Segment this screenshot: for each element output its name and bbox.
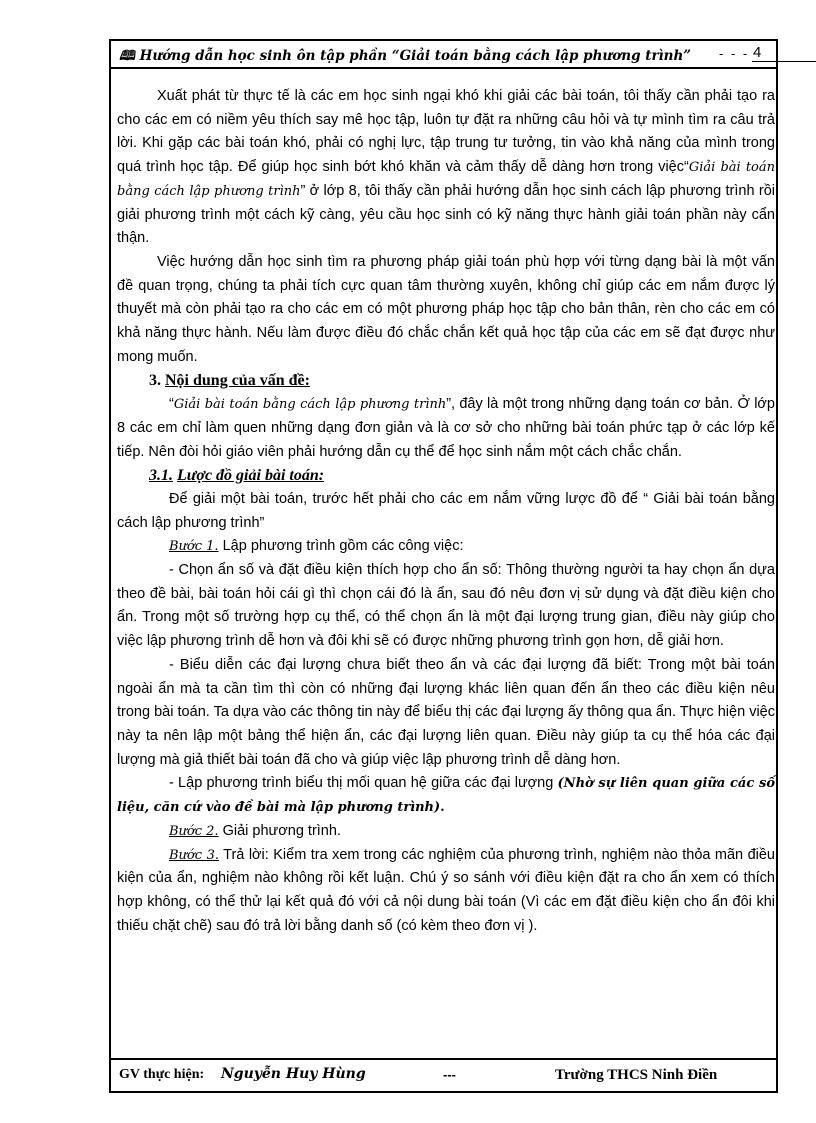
paragraph-intro-1: [117, 85, 775, 251]
header-title-text: Hướng dẫn học sinh ôn tập phần “Giải toán bằng cách lập phương trình”: [139, 48, 692, 64]
step-1-point-c-text: - Lập phương trình biểu thị mối quan hệ giữa các đại lượng: [169, 775, 558, 792]
book-icon: 🕮: [119, 48, 135, 64]
section-3-quote-open: “: [169, 396, 174, 413]
step-3-text: Trả lời: Kiểm tra xem trong các nghiệm của phương trình, nghiệm nào thỏa mãn điều kiện của ẩn, nghiệm nào không rồi kết luận. Chú ý so sánh với điều kiện đặt ra cho ẩn xem có thích hợp không, có thể thử lại kết quả đó với cả nội dung bài toán (Vì các em đặt điều kiện cho ẩn đôi khi thiếu chặt chẽ) sau đó trả lời bằng danh số (có kèm theo đơn vị ).: [117, 846, 775, 934]
section-3-paragraph: [117, 393, 775, 464]
step-2-label: Bước 2.: [169, 823, 219, 839]
intro-1-text-b: ” ở lớp 8, tôi thấy cần phải hướng dẫn học sinh cách lập phương trình rồi giải phương trình một cách kỹ càng, yêu cầu học sinh có kỹ năng thực hành giải toán phần này cẩn thận.: [117, 182, 776, 247]
footer-label: GV thực hiện:: [119, 1067, 205, 1082]
page-body: [117, 85, 775, 938]
step-1-point-c-emphasis: (Nhờ sự liên quan giữa các số liệu, căn cứ vào đề bài mà lập phương trình).: [117, 776, 775, 816]
step-1-label: Bước 1.: [169, 539, 219, 555]
section-31-title: Lược đồ giải bài toán:: [177, 467, 325, 485]
step-2-line: [117, 820, 775, 844]
section-3-emphasis: Giải bài toán bằng cách lập phương trình: [173, 397, 447, 413]
section-3-heading: [117, 369, 775, 393]
step-1-line: [117, 535, 775, 559]
footer-teacher-name: Nguyễn Huy Hùng: [221, 1066, 366, 1082]
step-2-text: Giải phương trình.: [218, 822, 341, 839]
section-3-text: ”, đây là một trong những dạng toán cơ bản. Ở lớp 8 các em chỉ làm quen những dạng đơn giản và là cơ sở cho những bài toán phức tạp ở các lớp kế tiếp. Nên đòi hỏi giáo viên phải hướng dẫn cụ thể để học sinh nắm một cách chắc chắn.: [117, 396, 775, 460]
step-1-point-a: - Chọn ẩn số và đặt điều kiện thích hợp cho ẩn số: Thông thường người ta hay chọn ẩn dựa theo đề bài, bài toán hỏi cái gì thì chọn cái đó là ẩn, sau đó nêu đơn vị sử dụng và đặt điều kiện cho ẩn. Trong một số trường hợp cụ thể, có thể chọn ẩn là một đại lượng trung gian, điều này giúp cho việc lập phương trình dễ hơn và đôi khi sẽ có được những phương trình gọn hơn, dễ giải hơn.: [117, 562, 775, 650]
step-3-label: Bước 3.: [169, 847, 219, 863]
step-1-point-c: [117, 772, 775, 819]
footer-separator: ---: [443, 1067, 456, 1082]
intro-1-emphasis: Giải bài toán bằng cách lập phương trình: [117, 160, 776, 199]
header-separator: - - -: [719, 46, 750, 61]
section-3-number: 3.: [149, 372, 161, 390]
paragraph-intro-2: Việc hướng dẫn học sinh tìm ra phương pháp giải toán phù hợp với từng dạng bài là một vấn đề quan trọng, chúng ta phải tích cực quan tâm thường xuyên, không chỉ giúp các em nắm được lý thuyết mà còn phải tạo ra cho các em có một phương pháp học tập cho bản thân, rèn cho các em có khả năng thực hành. Nếu làm được điều đó chắc chắn kết quả học tập của các em sẽ đạt được như mong muốn.: [117, 253, 775, 365]
intro-1-text-a: Xuất phát từ thực tế là các em học sinh ngại khó khi giải các bài toán, tôi thấy cần phải tạo ra cho các em có niềm yêu thích say mê học tập, luôn tự đặt ra những câu hỏi và tự mình tìm ra câu trả lời. Khi gặp các bài toán khó, phải có nghị lực, tập trung tư tưởng, tin vào khả năng của mình trong quá trình học tập. Để giúp học sinh bớt khó khăn và cảm thấy dễ dàng hơn trong việc“: [117, 88, 775, 176]
section-31-intro: Để giải một bài toán, trước hết phải cho các em nắm vững lược đồ để “ Giải bài toán bằng cách lập phương trình”: [117, 490, 775, 531]
section-31-number: 3.1.: [149, 467, 173, 485]
step-1-point-b: - Biểu diễn các đại lượng chưa biết theo ẩn và các đại lượng đã biết: Trong một bài toán ngoài ẩn mà ta cần tìm thì còn có những đại lượng khác liên quan đến ẩn theo các điều kiện nêu trong bài toán. Ta dựa vào các thông tin này để biểu thị các đại lượng ấy thông qua ẩn. Thực hiện việc này ta nên lập một bảng thể hiện ẩn, các đại lượng liên quan. Điều này giúp ta cụ thể hóa các đại lượng mà giả thiết bài toán đã cho và giúp việc lập phương trình dễ dàng hơn.: [117, 656, 775, 768]
step-3-line: [117, 844, 775, 939]
footer-school: Trường THCS Ninh Điền: [555, 1067, 718, 1083]
page-footer: [111, 1058, 776, 1091]
header-title: [119, 46, 691, 69]
section-31-heading: [117, 464, 775, 488]
page-number: 4: [753, 44, 762, 61]
page-header: [111, 41, 776, 69]
section-3-title: Nội dung của vấn đề:: [165, 372, 310, 390]
step-1-text: Lập phương trình gồm các công việc:: [218, 538, 464, 555]
page-frame: [109, 39, 778, 1093]
